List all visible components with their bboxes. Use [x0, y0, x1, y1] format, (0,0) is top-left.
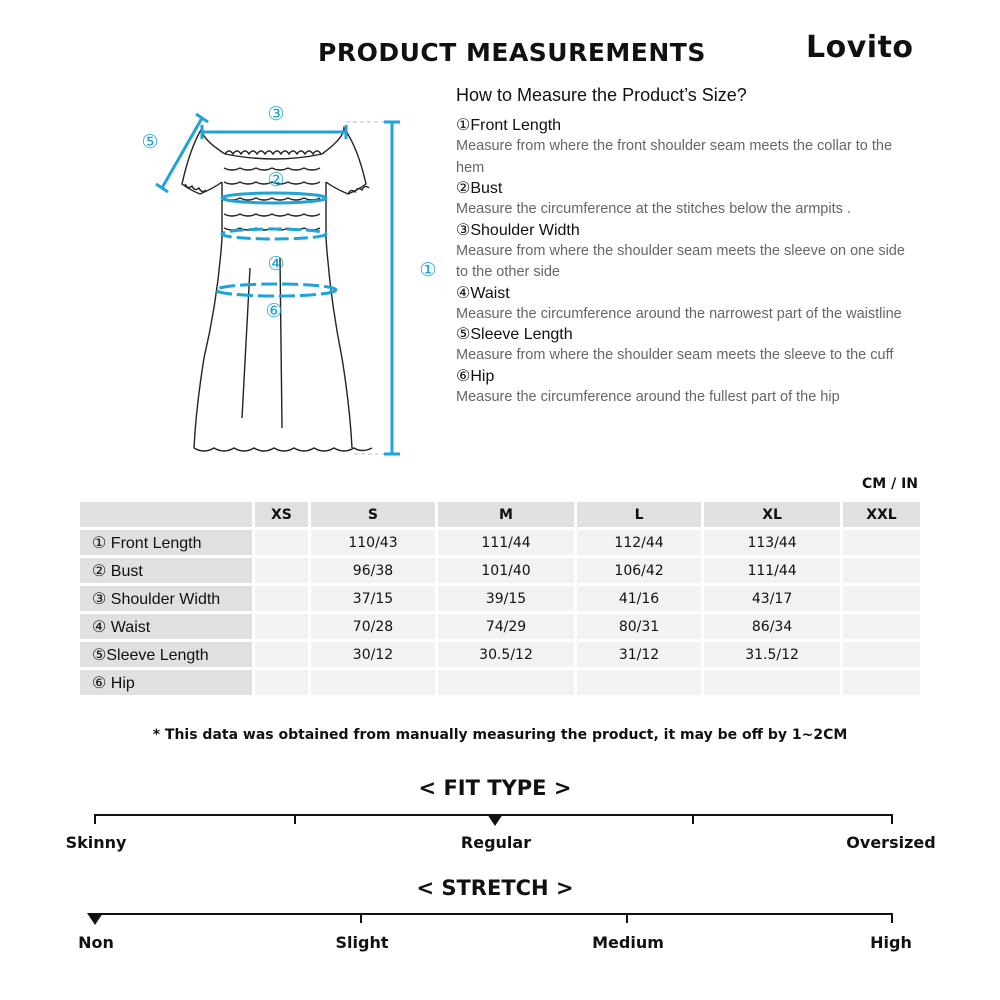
fit-type-tick [294, 814, 296, 824]
table-cell: 41/16 [577, 586, 701, 611]
fit-type-title: < FIT TYPE > [418, 776, 572, 800]
measure-item-hip [456, 367, 906, 409]
table-cell [255, 586, 308, 611]
table-cell: 74/29 [438, 614, 574, 639]
how-to-title: How to Measure the Product’s Size? [456, 85, 747, 105]
table-cell [577, 670, 701, 695]
fit-type-label-oversized: Oversized [846, 833, 936, 852]
measure-head: ⑤Sleeve Length [456, 326, 573, 343]
stretch-label-high: High [870, 933, 912, 952]
fit-type-tick [891, 814, 893, 824]
table-cell: 70/28 [311, 614, 435, 639]
table-row [80, 586, 920, 611]
table-cell [255, 670, 308, 695]
stretch-scale-line [95, 913, 893, 915]
measure-head: ②Bust [456, 180, 503, 197]
size-col-xxl: XXL [843, 502, 920, 527]
size-table-header-row [80, 502, 920, 527]
stretch-label-slight: Slight [335, 933, 389, 952]
measure-item-sleeve-length [456, 325, 906, 367]
table-cell [843, 642, 920, 667]
row-label: ① Front Length [80, 530, 252, 555]
marker-waist: ④ [267, 253, 285, 275]
size-col-s: S [311, 502, 435, 527]
measure-item-shoulder-width [456, 221, 906, 284]
marker-shoulder-width: ③ [267, 103, 285, 125]
table-cell [255, 642, 308, 667]
marker-sleeve-length: ⑤ [141, 131, 159, 153]
row-label: ② Bust [80, 558, 252, 583]
size-col-xl: XL [704, 502, 840, 527]
fit-type-selected-marker [487, 814, 503, 826]
dress-measurement-diagram [130, 98, 437, 468]
table-row [80, 530, 920, 555]
measure-desc: Measure the circumference around the narrowest part of the waistline [456, 305, 902, 322]
measure-desc: Measure from where the shoulder seam meets the sleeve on one side to the other side [456, 242, 905, 280]
table-cell [704, 670, 840, 695]
measure-head: ③Shoulder Width [456, 221, 580, 239]
fit-type-tick [94, 814, 96, 824]
table-cell [843, 670, 920, 695]
size-col-l: L [577, 502, 701, 527]
marker-bust: ② [267, 169, 285, 191]
fit-type-label-regular: Regular [460, 833, 532, 852]
size-col-xs: XS [255, 502, 308, 527]
measure-head: ①Front Length [456, 117, 562, 134]
table-cell [255, 558, 308, 583]
stretch-label-medium: Medium [592, 933, 664, 952]
size-table [77, 499, 923, 698]
table-cell: 43/17 [704, 586, 840, 611]
table-cell [843, 586, 920, 611]
table-cell [843, 530, 920, 555]
table-cell: 110/43 [311, 530, 435, 555]
row-label: ⑤Sleeve Length [80, 642, 252, 667]
page-title: PRODUCT MEASUREMENTS [318, 38, 706, 67]
stretch-tick [360, 913, 362, 923]
table-cell: 111/44 [438, 530, 574, 555]
how-to-measure-section [456, 85, 906, 408]
size-col-m: M [438, 502, 574, 527]
stretch-title: < STRETCH > [416, 876, 574, 900]
brand-logo: Lovito [806, 30, 914, 65]
fit-type-label-skinny: Skinny [65, 833, 127, 852]
table-cell: 111/44 [704, 558, 840, 583]
table-cell [311, 670, 435, 695]
table-cell: 101/40 [438, 558, 574, 583]
table-row [80, 614, 920, 639]
table-cell: 80/31 [577, 614, 701, 639]
table-cell: 31/12 [577, 642, 701, 667]
measure-head: ⑥Hip [456, 367, 495, 385]
stretch-label-non: Non [78, 933, 114, 952]
table-cell: 30/12 [311, 642, 435, 667]
measure-item-front-length [456, 116, 906, 179]
stretch-tick [626, 913, 628, 923]
table-cell: 113/44 [704, 530, 840, 555]
table-cell: 112/44 [577, 530, 701, 555]
row-label: ④ Waist [80, 614, 252, 639]
measurement-note: * This data was obtained from manually measuring the product, it may be off by 1~2CM [152, 727, 848, 743]
corner-cell [80, 502, 252, 527]
marker-hip: ⑥ [265, 300, 283, 322]
table-cell [843, 614, 920, 639]
table-row [80, 642, 920, 667]
measure-head: ④Waist [456, 284, 510, 302]
table-cell [255, 614, 308, 639]
measure-desc: Measure from where the front shoulder seam meets the collar to the hem [456, 138, 893, 176]
table-cell: 106/42 [577, 558, 701, 583]
table-cell [255, 530, 308, 555]
table-cell: 30.5/12 [438, 642, 574, 667]
table-cell [843, 558, 920, 583]
stretch-selected-marker [87, 913, 103, 925]
table-cell: 86/34 [704, 614, 840, 639]
stretch-tick [891, 913, 893, 923]
table-cell: 37/15 [311, 586, 435, 611]
measure-desc: Measure from where the shoulder seam meets the sleeve to the cuff [456, 347, 894, 363]
table-cell: 96/38 [311, 558, 435, 583]
row-label: ⑥ Hip [80, 670, 252, 695]
measure-desc: Measure the circumference at the stitches below the armpits . [456, 201, 851, 217]
table-row [80, 558, 920, 583]
unit-label: CM / IN [862, 476, 918, 492]
table-cell [438, 670, 574, 695]
table-row [80, 670, 920, 695]
row-label: ③ Shoulder Width [80, 586, 252, 611]
measure-desc: Measure the circumference around the fullest part of the hip [456, 388, 840, 405]
fit-type-tick [692, 814, 694, 824]
measure-item-bust [456, 179, 906, 221]
marker-front-length: ① [419, 259, 437, 281]
measure-item-waist [456, 284, 906, 326]
table-cell: 39/15 [438, 586, 574, 611]
table-cell: 31.5/12 [704, 642, 840, 667]
